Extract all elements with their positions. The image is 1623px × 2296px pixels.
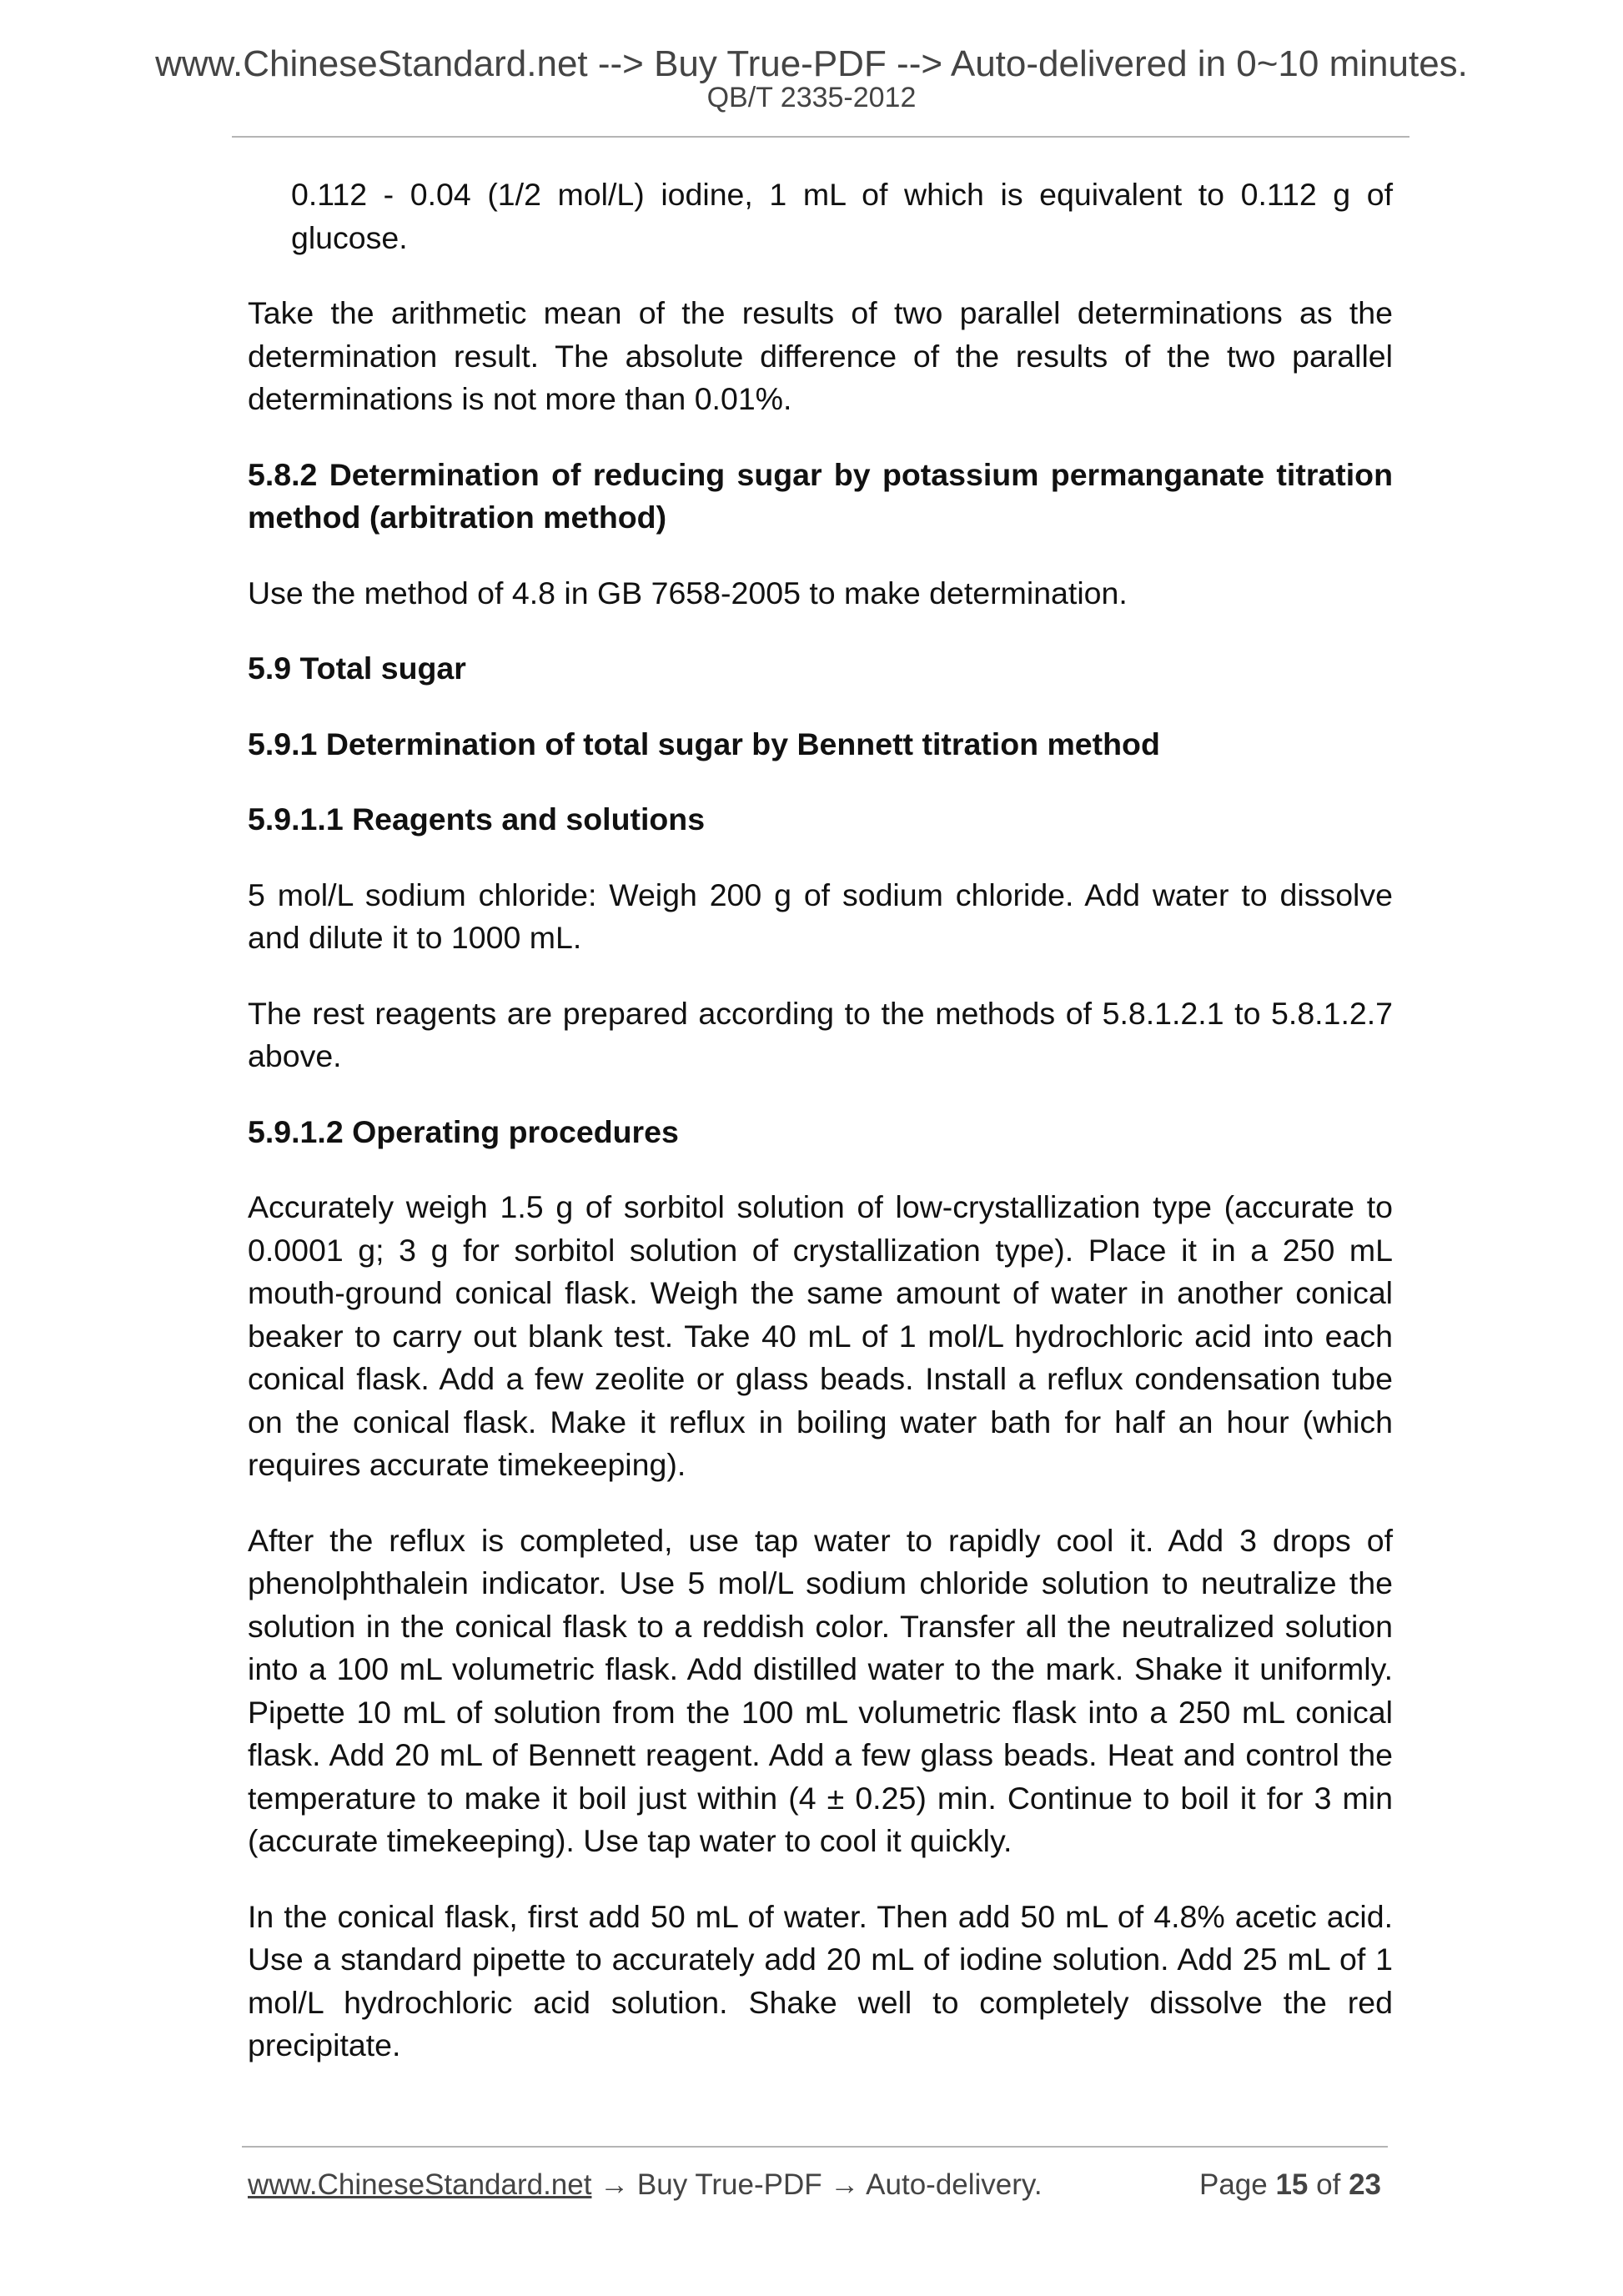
- of-label: of: [1316, 2168, 1341, 2201]
- page-label: Page: [1198, 2168, 1268, 2201]
- paragraph-arithmetic-mean: Take the arithmetic mean of the results of two parallel determinations as the determination result. The absolute difference of the results of the two parallel determinations is not more than 0.01%.: [248, 295, 1393, 416]
- footer-promo-text: → Buy True-PDF → Auto-delivery.: [591, 2168, 1043, 2201]
- footer-divider: [242, 2146, 1388, 2148]
- document-code: QB/T 2335-2012: [706, 82, 917, 113]
- paragraph-weigh-sample: Accurately weigh 1.5 g of sorbitol solution of low-crystallization type (accurate to 0.0001 g; 3 g for sorbitol solution of crystallization type). Place it in a 250 mL mouth-ground conical flask. Weigh the same amount of water in another conical beaker to carry out blank test. Take 40 mL of 1 mol/L hydrochloric acid into each conical flask. Add a few zeolite or glass beads. Install a reflux condensation tube on the conical flask. Make it reflux in boiling water bath for half an hour (which requires accurate timekeeping).: [248, 1189, 1393, 1482]
- heading-5-8-2: 5.8.2 Determination of reducing sugar by potassium permanganate titration method (arbitration method): [248, 456, 1393, 535]
- page-indicator: [1199, 2168, 1381, 2202]
- paragraph-after-reflux: After the reflux is completed, use tap water to rapidly cool it. Add 3 drops of phenolphthalein indicator. Use 5 mol/L sodium chloride solution to neutralize the solution in the conical flask to a reddish color. Transfer all the neutralized solution into a 100 mL volumetric flask. Add distilled water to the mark. Shake it uniformly. Pipette 10 mL of solution from the 100 mL volumetric flask into a 250 mL conical flask. Add 20 mL of Bennett reagent. Add a few glass beads. Heat and control the temperature to make it boil just within (4 ± 0.25) min. Continue to boil it for 3 min (accurate timekeeping). Use tap water to cool it quickly.: [248, 1522, 1393, 1858]
- paragraph-sodium-chloride: 5 mol/L sodium chloride: Weigh 200 g of sodium chloride. Add water to dissolve and dilute it to 1000 mL.: [248, 877, 1393, 955]
- header-divider: [232, 136, 1409, 138]
- heading-5-9-1: 5.9.1 Determination of total sugar by Bennett titration method: [248, 726, 1160, 761]
- page-number: 15: [1275, 2168, 1309, 2201]
- heading-5-9: 5.9 Total sugar: [248, 651, 466, 686]
- footer-promo: [248, 2168, 1043, 2202]
- page-total: 23: [1349, 2168, 1381, 2201]
- header-banner: www.ChineseStandard.net --> Buy True-PDF --> Auto-delivered in 0~10 minutes.: [155, 43, 1468, 84]
- heading-5-9-1-1: 5.9.1.1 Reagents and solutions: [248, 801, 706, 837]
- page-content: [248, 173, 1393, 2100]
- paragraph-rest-reagents: The rest reagents are prepared according to the methods of 5.8.1.2.1 to 5.8.1.2.7 above.: [248, 995, 1393, 1073]
- paragraph-5-8-2-method: Use the method of 4.8 in GB 7658-2005 to make determination.: [248, 575, 1128, 610]
- heading-5-9-1-2: 5.9.1.2 Operating procedures: [248, 1113, 679, 1149]
- footer-site-link[interactable]: www.ChineseStandard.net: [248, 2168, 592, 2201]
- paragraph-conical-flask: In the conical flask, first add 50 mL of water. Then add 50 mL of 4.8% acetic acid. Use a standard pipette to accurately add 20 mL of iodine solution. Add 25 mL of 1 mol/L hydrochloric acid solution. Shake well to completely dissolve the red precipitate.: [248, 1898, 1393, 2062]
- paragraph-iodine-equivalence: 0.112 - 0.04 (1/2 mol/L) iodine, 1 mL of which is equivalent to 0.112 g of glucose.: [291, 177, 1393, 255]
